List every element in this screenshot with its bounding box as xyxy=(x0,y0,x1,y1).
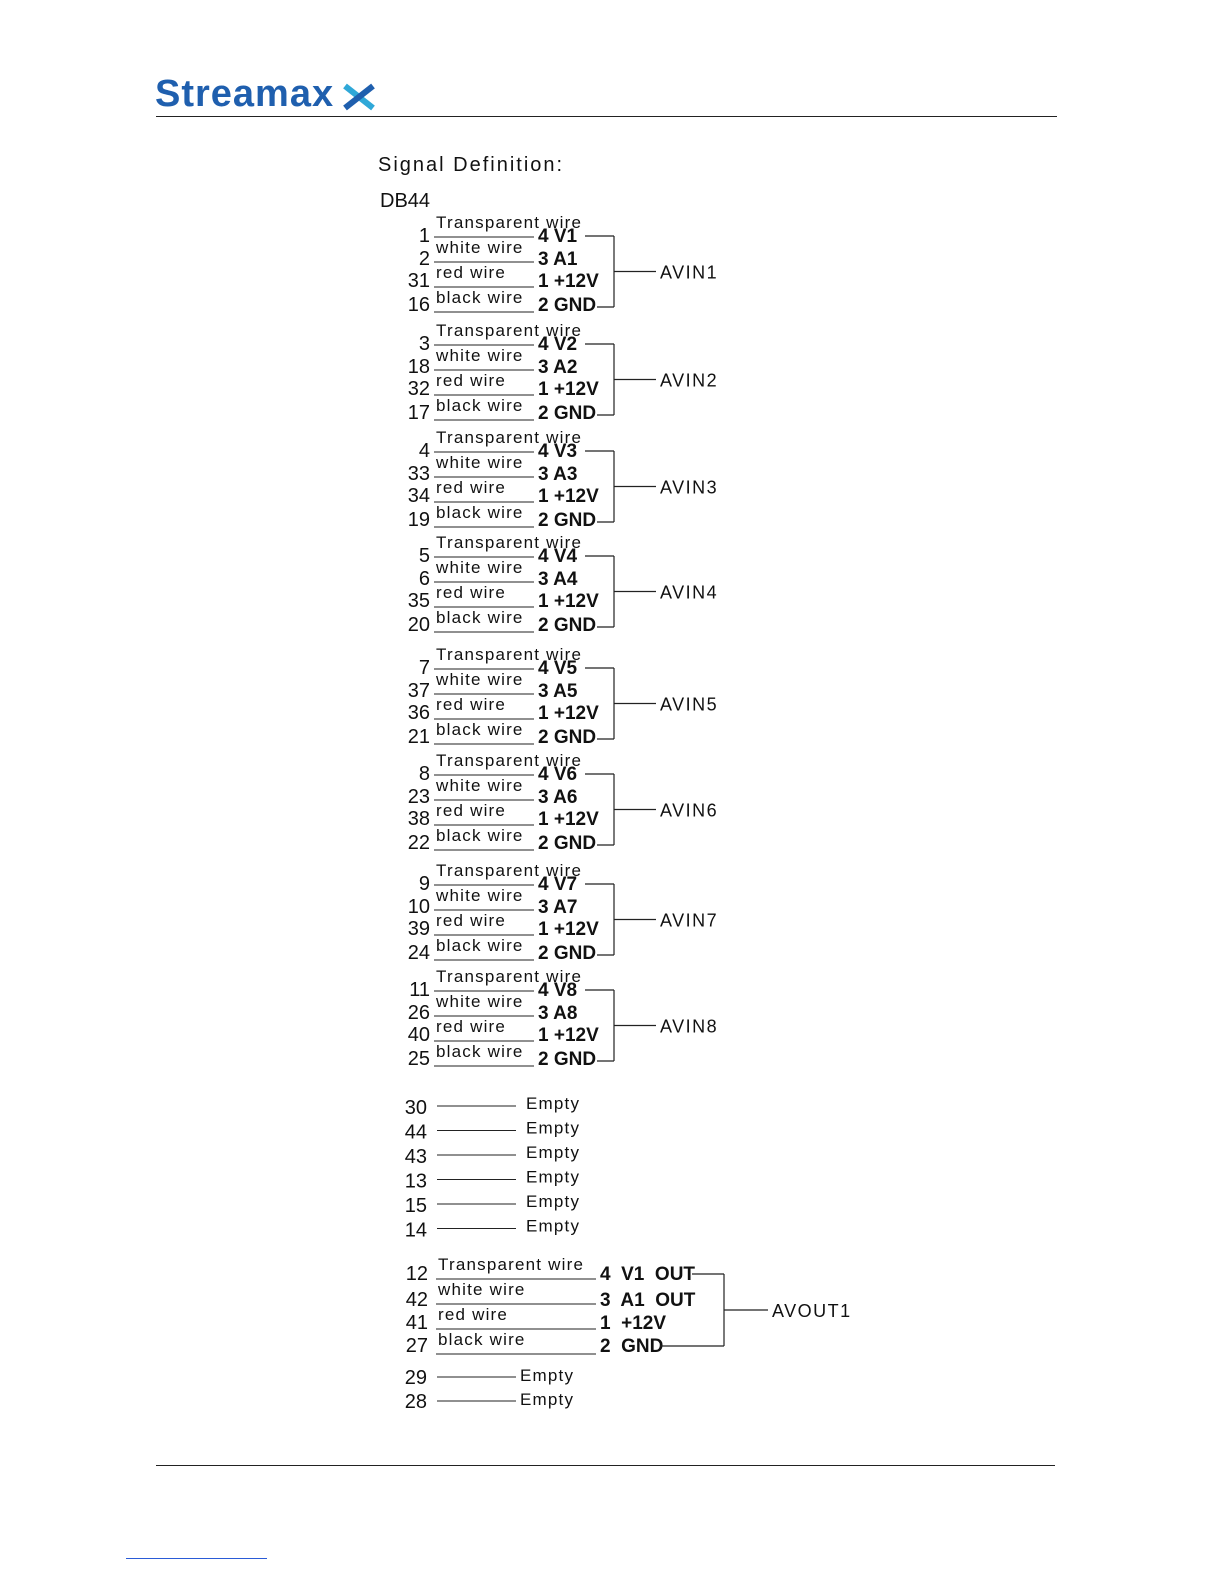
group-label: AVIN7 xyxy=(660,910,719,931)
signal-label: 3 A5 xyxy=(538,681,578,702)
empty-pin-number: 15 xyxy=(404,1195,427,1217)
wire-label: black wire xyxy=(436,936,524,955)
pin-number: 22 xyxy=(407,832,430,854)
empty-pin-number: 30 xyxy=(404,1097,427,1119)
pin-number: 35 xyxy=(407,590,430,612)
pin-number: 41 xyxy=(405,1312,428,1334)
pin-number: 6 xyxy=(418,568,430,590)
empty-label: Empty xyxy=(526,1094,581,1113)
signal-label: 4 V3 xyxy=(538,441,578,462)
wire-label: white wire xyxy=(438,1280,526,1299)
signal-label: 1 +12V xyxy=(538,809,599,830)
empty-pin-number: 14 xyxy=(404,1219,427,1242)
signal-label: 1 +12V xyxy=(538,1025,599,1046)
wire-label: Transparent wire xyxy=(436,533,583,552)
signal-label: 2 GND xyxy=(538,943,597,964)
logo-wordmark: Streamax xyxy=(155,74,335,114)
wire-label: white wire xyxy=(436,558,524,577)
pin-number: 16 xyxy=(407,294,430,316)
signal-label: 2 GND xyxy=(538,295,597,316)
wire-label: red wire xyxy=(436,911,507,930)
wire-label: white wire xyxy=(436,346,524,365)
pin-number: 42 xyxy=(405,1289,428,1311)
wire-label: red wire xyxy=(436,801,507,820)
pin-number: 26 xyxy=(407,1002,430,1024)
wire-label: white wire xyxy=(436,670,524,689)
signal-label: 1 +12V xyxy=(538,591,599,612)
pin-number: 38 xyxy=(407,808,430,830)
wire-label: black wire xyxy=(436,608,524,627)
pin-number: 4 xyxy=(418,440,430,462)
pin-number: 10 xyxy=(407,896,430,918)
signal-label: 3 A4 xyxy=(538,569,578,590)
empty-label: Empty xyxy=(526,1167,581,1187)
pin-number: 33 xyxy=(407,463,430,485)
pin-number: 2 xyxy=(418,248,430,270)
wire-label: black wire xyxy=(436,396,524,415)
pin-number: 40 xyxy=(407,1024,430,1046)
empty-label: Empty xyxy=(526,1192,581,1211)
pin-number: 5 xyxy=(418,545,430,567)
wire-label: red wire xyxy=(438,1305,509,1324)
group-label: AVIN2 xyxy=(660,370,719,391)
wire-label: white wire xyxy=(436,238,524,257)
pin-number: 18 xyxy=(407,356,430,378)
signal-label: 2 GND xyxy=(538,510,597,531)
signal-label: 2 GND xyxy=(538,615,597,636)
empty-label: Empty xyxy=(520,1366,575,1385)
empty-label: Empty xyxy=(526,1216,581,1236)
signal-label: 4 V5 xyxy=(538,658,578,679)
group-label: AVIN6 xyxy=(660,800,719,821)
section-heading: Signal Definition: xyxy=(378,154,565,176)
empty-pin-number: 29 xyxy=(404,1367,427,1389)
signal-label: 3 A8 xyxy=(538,1003,578,1024)
pin-number: 1 xyxy=(418,225,430,247)
connector-label: DB44 xyxy=(380,190,431,212)
empty-label: Empty xyxy=(526,1143,581,1162)
pin-number: 23 xyxy=(407,786,430,808)
signal-label: 1 +12V xyxy=(538,919,599,940)
signal-label: 3 A2 xyxy=(538,357,578,378)
pin-number: 11 xyxy=(409,979,430,1001)
signal-label: 3 A6 xyxy=(538,787,578,808)
wire-label: red wire xyxy=(436,263,507,282)
wire-label: red wire xyxy=(436,583,507,602)
pin-number: 17 xyxy=(407,402,430,424)
wire-label: Transparent wire xyxy=(436,751,583,770)
signal-label: 1 +12V xyxy=(600,1313,667,1334)
footer-link-underline xyxy=(126,1558,267,1559)
empty-pin-number: 13 xyxy=(404,1170,427,1193)
wire-label: black wire xyxy=(436,1042,524,1061)
wire-label: white wire xyxy=(436,776,524,795)
group-label: AVIN5 xyxy=(660,694,719,715)
empty-pin-number: 28 xyxy=(404,1391,427,1413)
pin-number: 7 xyxy=(418,657,430,679)
signal-label: 3 A7 xyxy=(538,897,578,918)
wire-label: red wire xyxy=(436,478,507,497)
pin-number: 34 xyxy=(407,485,430,507)
wire-label: Transparent wire xyxy=(438,1255,585,1274)
wire-label: Transparent wire xyxy=(436,861,583,880)
empty-label: Empty xyxy=(526,1118,581,1138)
footer-rule xyxy=(156,1465,1055,1466)
signal-label: 4 V8 xyxy=(538,980,578,1001)
signal-label: 3 A3 xyxy=(538,464,578,485)
signal-label: 1 +12V xyxy=(538,379,599,400)
signal-label: 4 V4 xyxy=(538,546,578,567)
wire-label: Transparent wire xyxy=(436,645,583,664)
signal-label: 4 V7 xyxy=(538,874,578,895)
wire-label: Transparent wire xyxy=(436,428,583,447)
group-label: AVIN4 xyxy=(660,582,719,603)
signal-label: 4 V1 xyxy=(538,226,578,247)
pin-number: 39 xyxy=(407,918,430,940)
signal-label: 4 V1 OUT xyxy=(600,1264,696,1285)
pin-number: 12 xyxy=(405,1263,428,1285)
pin-number: 37 xyxy=(407,680,430,702)
signal-label: 2 GND xyxy=(538,727,597,748)
group-label: AVOUT1 xyxy=(772,1301,852,1321)
wire-label: black wire xyxy=(436,720,524,739)
pin-number: 31 xyxy=(407,270,430,292)
wire-label: Transparent wire xyxy=(436,967,583,986)
wire-label: black wire xyxy=(436,288,524,307)
empty-pin-number: 44 xyxy=(404,1121,427,1144)
wire-label: red wire xyxy=(436,1017,507,1036)
signal-label: 1 +12V xyxy=(538,271,599,292)
signal-label: 2 GND xyxy=(538,1049,597,1070)
pin-number: 19 xyxy=(407,509,430,531)
signal-label: 1 +12V xyxy=(538,486,599,507)
signal-label: 1 +12V xyxy=(538,703,599,724)
wire-label: black wire xyxy=(438,1330,526,1349)
group-label: AVIN1 xyxy=(660,262,719,283)
empty-pin-number: 43 xyxy=(404,1146,427,1168)
wire-label: white wire xyxy=(436,992,524,1011)
pin-number: 20 xyxy=(407,614,430,636)
wire-label: red wire xyxy=(436,371,507,390)
pin-number: 25 xyxy=(407,1048,430,1070)
group-label: AVIN3 xyxy=(660,477,719,498)
wire-label: black wire xyxy=(436,503,524,522)
signal-label: 2 GND xyxy=(600,1336,664,1357)
group-label: AVIN8 xyxy=(660,1016,719,1037)
signal-label: 4 V2 xyxy=(538,334,578,355)
wire-label: black wire xyxy=(436,826,524,845)
pin-number: 3 xyxy=(418,333,430,355)
signal-label: 2 GND xyxy=(538,833,597,854)
signal-label: 2 GND xyxy=(538,403,597,424)
wire-label: red wire xyxy=(436,695,507,714)
pin-number: 21 xyxy=(407,726,430,748)
pin-number: 27 xyxy=(405,1335,428,1357)
signal-label: 4 V6 xyxy=(538,764,578,785)
empty-label: Empty xyxy=(520,1390,575,1409)
wire-label: Transparent wire xyxy=(436,213,583,232)
pin-number: 8 xyxy=(418,763,430,785)
wire-label: Transparent wire xyxy=(436,321,583,340)
pin-number: 24 xyxy=(407,942,430,964)
wire-label: white wire xyxy=(436,886,524,905)
wire-label: white wire xyxy=(436,453,524,472)
signal-label: 3 A1 OUT xyxy=(600,1290,696,1311)
pin-number: 36 xyxy=(407,702,430,724)
signal-label: 3 A1 xyxy=(538,249,578,270)
pin-number: 9 xyxy=(418,873,430,895)
pin-number: 32 xyxy=(407,378,430,400)
